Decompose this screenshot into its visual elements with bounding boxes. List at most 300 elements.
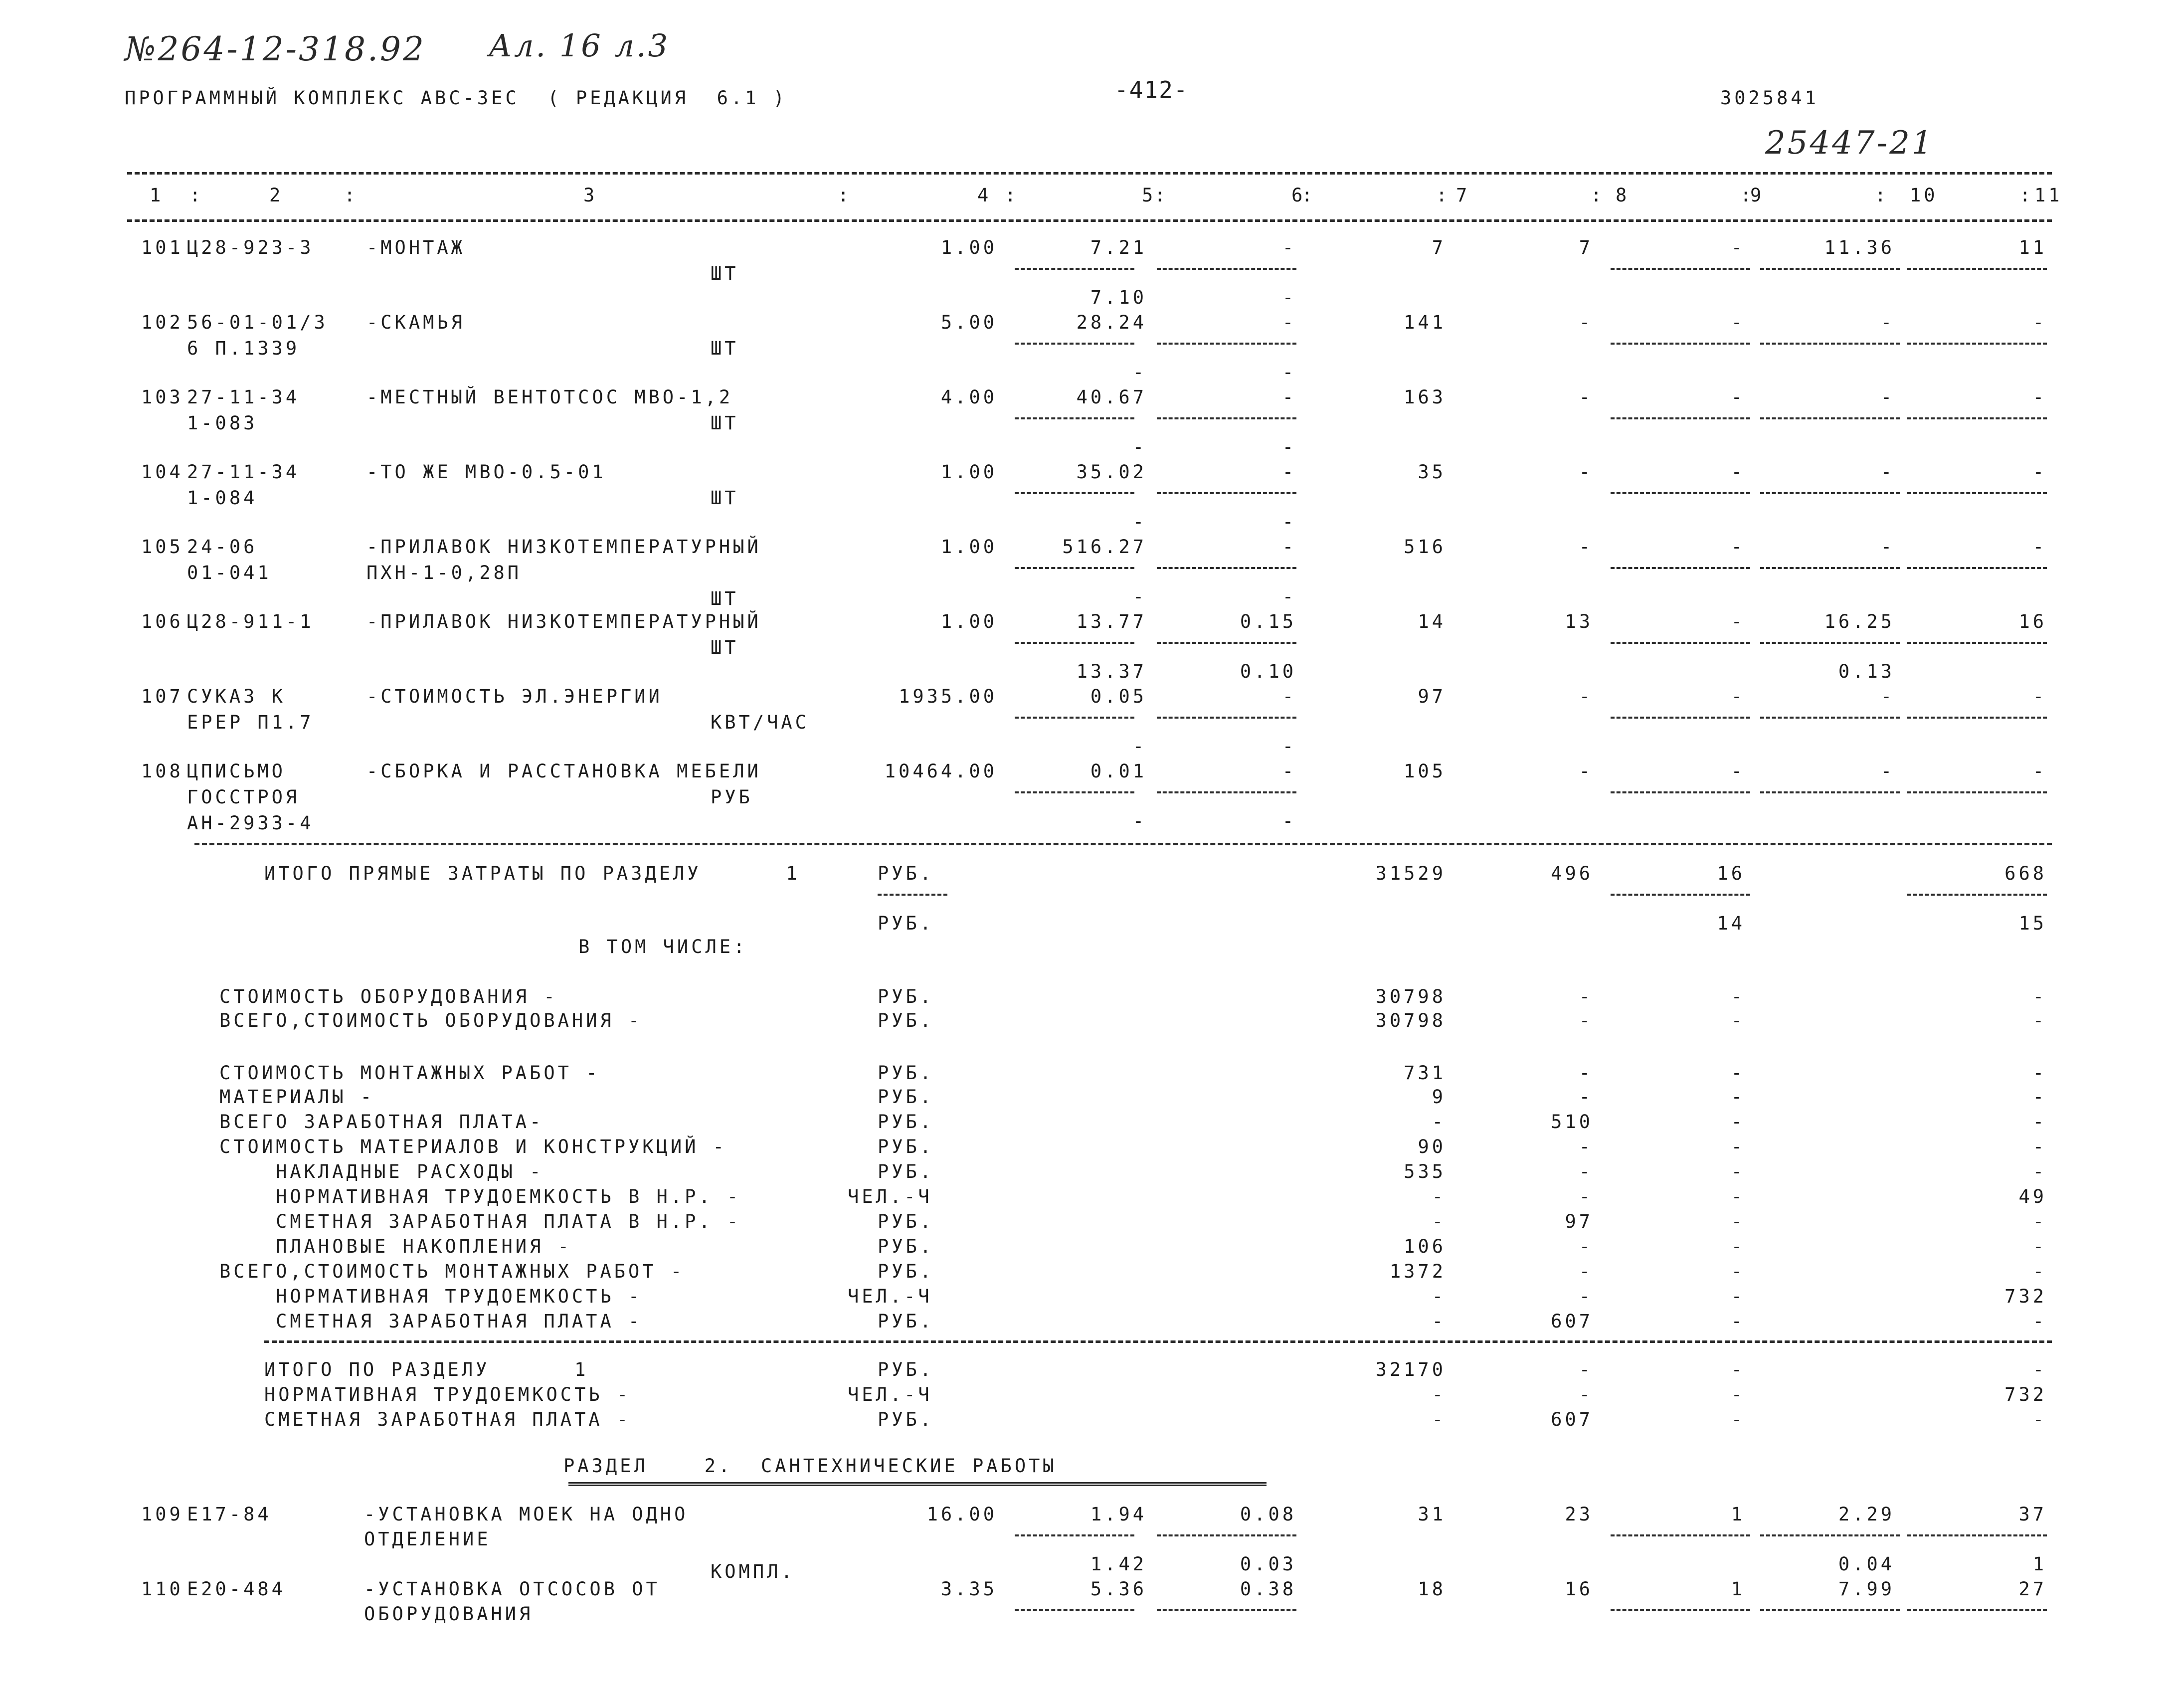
- col9-underline: [1611, 268, 1750, 270]
- row-col9: -: [1731, 461, 1745, 483]
- row-number: 109: [141, 1504, 183, 1525]
- breakdown-label: СТОИМОСТЬ МАТЕРИАЛОВ И КОНСТРУКЦИЙ -: [219, 1136, 727, 1157]
- row-name: -СБОРКА И РАССТАНОВКА МЕБЕЛИ: [366, 760, 761, 782]
- row-col9: -: [1731, 237, 1745, 258]
- row-col9: -: [1731, 611, 1745, 632]
- row-col10: -: [1880, 686, 1895, 707]
- row-col6: 0.15: [1240, 611, 1296, 632]
- breakdown-unit: ЧЕЛ.-Ч: [848, 1286, 932, 1307]
- row-col8: -: [1579, 461, 1593, 483]
- row-col9: -: [1731, 536, 1745, 558]
- breakdown-col8: -: [1579, 1236, 1593, 1257]
- row-code: 1-084: [187, 487, 258, 509]
- breakdown-unit: РУБ.: [878, 1010, 934, 1031]
- breakdown-col11: -: [2032, 1111, 2047, 1133]
- breakdown-label: СМЕТНАЯ ЗАРАБОТНАЯ ПЛАТА -: [219, 1311, 643, 1332]
- breakdown-label: СТОИМОСТЬ МОНТАЖНЫХ РАБОТ -: [219, 1062, 600, 1084]
- breakdown-label: ВСЕГО ЗАРАБОТНАЯ ПЛАТА-: [219, 1111, 544, 1133]
- col9-underline: [1611, 894, 1750, 896]
- column-number: 5: [1142, 185, 1156, 206]
- price-underline: [1015, 567, 1134, 569]
- row-unit: ШТ: [711, 338, 739, 359]
- section-divider: [264, 1340, 2052, 1343]
- row-price-second: -: [1132, 810, 1147, 832]
- row-name: -МЕСТНЫЙ ВЕНТОТСОС МВО-1,2: [366, 386, 733, 408]
- row-price-second: -: [1132, 511, 1147, 533]
- row-name: -УСТАНОВКА МОЕК НА ОДНО: [364, 1504, 689, 1525]
- row-quantity: 10464.00: [884, 760, 997, 782]
- breakdown-col9: -: [1731, 1161, 1745, 1182]
- col10-underline: [1760, 492, 1900, 494]
- col9-underline: [1611, 791, 1750, 793]
- row-name: ОТДЕЛЕНИЕ: [364, 1528, 491, 1550]
- breakdown-col9: -: [1731, 1136, 1745, 1157]
- row-quantity: 1.00: [940, 536, 997, 558]
- row-unit: ШТ: [711, 588, 739, 609]
- row-col9: 1: [1731, 1504, 1745, 1525]
- breakdown-col11: 49: [2018, 1186, 2047, 1207]
- section-total-col8: 607: [1551, 1409, 1593, 1430]
- row-unit-price: 5.36: [1090, 1578, 1147, 1600]
- total-direct-col9-second: 14: [1717, 913, 1745, 934]
- section-total-col9: -: [1731, 1384, 1745, 1405]
- row-code: ЕРЕР П1.7: [187, 712, 314, 733]
- breakdown-label: ВСЕГО,СТОИМОСТЬ ОБОРУДОВАНИЯ -: [219, 1010, 643, 1031]
- row-name: ОБОРУДОВАНИЯ: [364, 1603, 534, 1625]
- section-total-col7: -: [1432, 1409, 1446, 1430]
- column-number: 2: [269, 185, 284, 206]
- col11-underline: [1907, 343, 2047, 345]
- row-col7: 97: [1418, 686, 1446, 707]
- column-number: 11: [2034, 185, 2063, 206]
- row-col10-second: 0.13: [1838, 661, 1895, 682]
- row-col11: -: [2032, 686, 2047, 707]
- breakdown-col8: -: [1579, 1161, 1593, 1182]
- breakdown-col7: 30798: [1375, 1010, 1446, 1031]
- breakdown-unit: РУБ.: [878, 1136, 934, 1157]
- col11-underline: [1907, 642, 2047, 644]
- breakdown-col7: -: [1432, 1311, 1446, 1332]
- row-col11-second: 1: [2032, 1553, 2047, 1575]
- row-name: -ПРИЛАВОК НИЗКОТЕМПЕРАТУРНЫЙ: [366, 611, 761, 632]
- breakdown-col7: 731: [1404, 1062, 1446, 1084]
- row-col6: -: [1282, 386, 1296, 408]
- row-unit: КОМПЛ.: [711, 1561, 795, 1582]
- column-separator: :: [1875, 185, 1889, 206]
- row-col11: -: [2032, 386, 2047, 408]
- breakdown-col11: -: [2032, 1261, 2047, 1282]
- col9-underline: [1611, 1534, 1750, 1536]
- breakdown-col8: -: [1579, 1286, 1593, 1307]
- column-number: 10: [1910, 185, 1938, 206]
- col11-underline: [1907, 492, 2047, 494]
- breakdown-unit: РУБ.: [878, 1236, 934, 1257]
- column-number: 8: [1616, 185, 1630, 206]
- breakdown-unit: РУБ.: [878, 1161, 934, 1182]
- breakdown-col9: -: [1731, 1111, 1745, 1133]
- breakdown-col11: -: [2032, 1062, 2047, 1084]
- row-code: Е17-84: [187, 1504, 272, 1525]
- breakdown-col7: 30798: [1375, 986, 1446, 1007]
- col6-underline: [1157, 417, 1296, 419]
- breakdown-unit: РУБ.: [878, 1062, 934, 1084]
- col11-underline: [1907, 567, 2047, 569]
- column-number: 4: [977, 185, 992, 206]
- row-col11: 37: [2018, 1504, 2047, 1525]
- breakdown-unit: РУБ.: [878, 1311, 934, 1332]
- row-col6: 0.08: [1240, 1504, 1296, 1525]
- row-code: 27-11-34: [187, 386, 300, 408]
- row-name: -ПРИЛАВОК НИЗКОТЕМПЕРАТУРНЫЙ: [366, 536, 761, 558]
- section-total-unit: РУБ.: [878, 1359, 934, 1380]
- breakdown-col7: -: [1432, 1111, 1446, 1133]
- row-col11: -: [2032, 536, 2047, 558]
- column-separator: :: [1301, 185, 1316, 206]
- total-direct-unit: РУБ.: [878, 863, 934, 884]
- breakdown-col8: -: [1579, 1261, 1593, 1282]
- row-col7: 105: [1404, 760, 1446, 782]
- breakdown-col7: 535: [1404, 1161, 1446, 1182]
- section-total-col9: -: [1731, 1409, 1745, 1430]
- breakdown-label: НОРМАТИВНАЯ ТРУДОЕМКОСТЬ В Н.Р. -: [219, 1186, 741, 1207]
- row-number: 110: [141, 1578, 183, 1600]
- row-col6-second: -: [1282, 736, 1296, 757]
- row-quantity: 1.00: [940, 237, 997, 258]
- price-underline: [1015, 717, 1134, 719]
- breakdown-col8: 97: [1565, 1211, 1593, 1232]
- column-number: 3: [583, 185, 598, 206]
- row-col10: -: [1880, 760, 1895, 782]
- col10-underline: [1760, 791, 1900, 793]
- row-col6-second: -: [1282, 586, 1296, 607]
- row-col7: 35: [1418, 461, 1446, 483]
- breakdown-unit: РУБ.: [878, 1111, 934, 1133]
- handwritten-sum: 25447-21: [1765, 125, 1934, 162]
- column-separator: :: [838, 185, 852, 206]
- row-price-second: 1.42: [1090, 1553, 1147, 1575]
- row-col11: 27: [2018, 1578, 2047, 1600]
- row-col6-second: -: [1282, 436, 1296, 458]
- column-number: 7: [1456, 185, 1470, 206]
- row-col9: -: [1731, 386, 1745, 408]
- column-number: 1: [150, 185, 164, 206]
- col10-underline: [1760, 1609, 1900, 1611]
- row-col7: 7: [1432, 237, 1446, 258]
- row-number: 108: [141, 760, 183, 782]
- column-number: 9: [1750, 185, 1765, 206]
- col6-underline: [1157, 492, 1296, 494]
- breakdown-col11: -: [2032, 1136, 2047, 1157]
- row-price-second: -: [1132, 736, 1147, 757]
- row-code: ГОССТРОЯ: [187, 786, 300, 808]
- row-col6-second: 0.10: [1240, 661, 1296, 682]
- row-col10: 16.25: [1824, 611, 1895, 632]
- total-direct-col11: 668: [2004, 863, 2047, 884]
- col11-underline: [1907, 717, 2047, 719]
- row-code: СУКАЗ К: [187, 686, 286, 707]
- row-unit-price: 40.67: [1076, 386, 1147, 408]
- row-col8: 7: [1579, 237, 1593, 258]
- breakdown-col9: -: [1731, 1211, 1745, 1232]
- section-total-col11: -: [2032, 1359, 2047, 1380]
- col10-underline: [1760, 417, 1900, 419]
- breakdown-unit: РУБ.: [878, 1261, 934, 1282]
- document-code: 3025841: [1720, 87, 1819, 109]
- breakdown-col11: -: [2032, 1211, 2047, 1232]
- row-col6-second: -: [1282, 511, 1296, 533]
- col10-underline: [1760, 268, 1900, 270]
- breakdown-col9: -: [1731, 1286, 1745, 1307]
- col10-underline: [1760, 1534, 1900, 1536]
- row-col10: 11.36: [1824, 237, 1895, 258]
- breakdown-col8: -: [1579, 986, 1593, 1007]
- section-total-label: НОРМАТИВНАЯ ТРУДОЕМКОСТЬ -: [264, 1384, 631, 1405]
- breakdown-col7: -: [1432, 1186, 1446, 1207]
- col6-underline: [1157, 717, 1296, 719]
- section-total-label: СМЕТНАЯ ЗАРАБОТНАЯ ПЛАТА -: [264, 1409, 631, 1430]
- row-quantity: 1.00: [940, 461, 997, 483]
- row-unit: ШТ: [711, 412, 739, 434]
- row-col10: -: [1880, 536, 1895, 558]
- row-col6: -: [1282, 237, 1296, 258]
- row-unit-price: 28.24: [1076, 312, 1147, 333]
- col9-underline: [1611, 567, 1750, 569]
- col6-underline: [1157, 1609, 1296, 1611]
- price-underline: [1015, 1534, 1134, 1536]
- breakdown-col8: -: [1579, 1010, 1593, 1031]
- row-code: 6 П.1339: [187, 338, 300, 359]
- total-direct-label: ИТОГО ПРЯМЫЕ ЗАТРАТЫ ПО РАЗДЕЛУ 1: [264, 863, 800, 884]
- row-quantity: 3.35: [940, 1578, 997, 1600]
- breakdown-col9: -: [1731, 1261, 1745, 1282]
- column-separator: :: [1436, 185, 1451, 206]
- col9-underline: [1611, 343, 1750, 345]
- row-quantity: 16.00: [926, 1504, 997, 1525]
- col6-underline: [1157, 791, 1296, 793]
- col10-underline: [1760, 717, 1900, 719]
- price-underline: [1015, 642, 1134, 644]
- row-code: ЦПИСЬМО: [187, 760, 286, 782]
- col9-underline: [1611, 642, 1750, 644]
- row-col8: 16: [1565, 1578, 1593, 1600]
- row-col10: -: [1880, 461, 1895, 483]
- row-unit: РУБ: [711, 786, 753, 808]
- col10-underline: [1760, 642, 1900, 644]
- breakdown-col7: 9: [1432, 1086, 1446, 1108]
- col11-underline: [1907, 268, 2047, 270]
- breakdown-col11: -: [2032, 986, 2047, 1007]
- row-unit-price: 35.02: [1076, 461, 1147, 483]
- row-col9: 1: [1731, 1578, 1745, 1600]
- breakdown-col11: -: [2032, 1311, 2047, 1332]
- section-total-unit: ЧЕЛ.-Ч: [848, 1384, 932, 1405]
- col11-underline: [1907, 1534, 2047, 1536]
- row-col6-second: -: [1282, 362, 1296, 383]
- col11-underline: [1907, 417, 2047, 419]
- row-col10: 7.99: [1838, 1578, 1895, 1600]
- breakdown-unit: РУБ.: [878, 1211, 934, 1232]
- breakdown-col11: -: [2032, 1086, 2047, 1108]
- row-unit: ШТ: [711, 263, 739, 284]
- header-rule-bottom: [127, 219, 2052, 222]
- including-label: В ТОМ ЧИСЛЕ:: [578, 936, 748, 957]
- row-unit-price: 0.05: [1090, 686, 1147, 707]
- row-number: 102: [141, 312, 183, 333]
- row-col9: -: [1731, 760, 1745, 782]
- column-separator: :: [1154, 185, 1169, 206]
- breakdown-col7: -: [1432, 1211, 1446, 1232]
- row-number: 105: [141, 536, 183, 558]
- row-col8: -: [1579, 536, 1593, 558]
- row-unit-price: 7.21: [1090, 237, 1147, 258]
- row-unit-price: 516.27: [1062, 536, 1147, 558]
- price-underline: [1015, 417, 1134, 419]
- column-separator: :: [2019, 185, 2034, 206]
- price-underline: [1015, 791, 1134, 793]
- breakdown-col8: -: [1579, 1186, 1593, 1207]
- row-col7: 14: [1418, 611, 1446, 632]
- breakdown-col9: -: [1731, 1086, 1745, 1108]
- section-total-unit: РУБ.: [878, 1409, 934, 1430]
- col6-underline: [1157, 1534, 1296, 1536]
- col9-underline: [1611, 417, 1750, 419]
- breakdown-col7: 106: [1404, 1236, 1446, 1257]
- price-underline: [1015, 343, 1134, 345]
- row-quantity: 1935.00: [899, 686, 997, 707]
- row-unit: КВТ/ЧАС: [711, 712, 809, 733]
- column-number: 6: [1291, 185, 1306, 206]
- unit-underline: [878, 894, 947, 896]
- breakdown-col11: 732: [2004, 1286, 2047, 1307]
- row-quantity: 5.00: [940, 312, 997, 333]
- total-direct-col7: 31529: [1375, 863, 1446, 884]
- breakdown-col7: 90: [1418, 1136, 1446, 1157]
- total-direct-col9: 16: [1717, 863, 1745, 884]
- breakdown-col11: -: [2032, 1236, 2047, 1257]
- section-divider: [194, 843, 2052, 845]
- row-col6: -: [1282, 461, 1296, 483]
- breakdown-col8: 607: [1551, 1311, 1593, 1332]
- column-separator: :: [1591, 185, 1605, 206]
- row-name: -ТО ЖЕ МВО-0.5-01: [366, 461, 606, 483]
- section-total-label: ИТОГО ПО РАЗДЕЛУ 1: [264, 1359, 589, 1380]
- breakdown-col9: -: [1731, 986, 1745, 1007]
- breakdown-col8: 510: [1551, 1111, 1593, 1133]
- row-code: 27-11-34: [187, 461, 300, 483]
- row-number: 104: [141, 461, 183, 483]
- row-col7: 141: [1404, 312, 1446, 333]
- row-col10: -: [1880, 312, 1895, 333]
- col9-underline: [1611, 1609, 1750, 1611]
- row-col7: 163: [1404, 386, 1446, 408]
- row-number: 107: [141, 686, 183, 707]
- col6-underline: [1157, 642, 1296, 644]
- breakdown-col11: -: [2032, 1010, 2047, 1031]
- column-separator: :: [189, 185, 204, 206]
- row-code: Ц28-911-1: [187, 611, 314, 632]
- breakdown-label: МАТЕРИАЛЫ -: [219, 1086, 375, 1108]
- row-name: -СТОИМОСТЬ ЭЛ.ЭНЕРГИИ: [366, 686, 663, 707]
- row-col9: -: [1731, 686, 1745, 707]
- section-total-col8: -: [1579, 1384, 1593, 1405]
- row-unit-price: 13.77: [1076, 611, 1147, 632]
- row-unit-price: 1.94: [1090, 1504, 1147, 1525]
- total-direct-col11-second: 15: [2018, 913, 2047, 934]
- row-name: -УСТАНОВКА ОТСОСОВ ОТ: [364, 1578, 660, 1600]
- row-unit: ШТ: [711, 637, 739, 658]
- breakdown-unit: РУБ.: [878, 986, 934, 1007]
- row-code: 01-041: [187, 562, 272, 583]
- column-separator: :: [1005, 185, 1019, 206]
- row-code: 1-083: [187, 412, 258, 434]
- row-col6: -: [1282, 312, 1296, 333]
- row-col8: -: [1579, 686, 1593, 707]
- breakdown-col8: -: [1579, 1136, 1593, 1157]
- section-total-col7: -: [1432, 1384, 1446, 1405]
- column-separator: :: [344, 185, 359, 206]
- breakdown-label: ВСЕГО,СТОИМОСТЬ МОНТАЖНЫХ РАБОТ -: [219, 1261, 685, 1282]
- breakdown-col11: -: [2032, 1161, 2047, 1182]
- row-col8: -: [1579, 760, 1593, 782]
- row-number: 103: [141, 386, 183, 408]
- price-underline: [1015, 492, 1134, 494]
- breakdown-col8: -: [1579, 1062, 1593, 1084]
- breakdown-col9: -: [1731, 1311, 1745, 1332]
- row-col6: -: [1282, 536, 1296, 558]
- row-code: 24-06: [187, 536, 258, 558]
- col9-underline: [1611, 717, 1750, 719]
- col10-underline: [1760, 567, 1900, 569]
- row-col9: -: [1731, 312, 1745, 333]
- row-col6-second: 0.03: [1240, 1553, 1296, 1575]
- row-col10-second: 0.04: [1838, 1553, 1895, 1575]
- row-col11: -: [2032, 312, 2047, 333]
- row-quantity: 1.00: [940, 611, 997, 632]
- col6-underline: [1157, 567, 1296, 569]
- row-col6: 0.38: [1240, 1578, 1296, 1600]
- handwritten-doc-number: №264-12-318.92: [125, 30, 426, 68]
- section-total-col11: -: [2032, 1409, 2047, 1430]
- row-col7: 31: [1418, 1504, 1446, 1525]
- col11-underline: [1907, 791, 2047, 793]
- breakdown-col7: -: [1432, 1286, 1446, 1307]
- row-col8: -: [1579, 386, 1593, 408]
- row-col10: 2.29: [1838, 1504, 1895, 1525]
- row-price-second: -: [1132, 586, 1147, 607]
- breakdown-unit: ЧЕЛ.-Ч: [848, 1186, 932, 1207]
- row-col8: -: [1579, 312, 1593, 333]
- section-total-col7: 32170: [1375, 1359, 1446, 1380]
- row-quantity: 4.00: [940, 386, 997, 408]
- breakdown-col8: -: [1579, 1086, 1593, 1108]
- row-price-second: 7.10: [1090, 287, 1147, 308]
- header-rule-top: [127, 172, 2052, 175]
- section2-title-underline: [568, 1482, 1267, 1486]
- row-unit-price: 0.01: [1090, 760, 1147, 782]
- row-unit: ШТ: [711, 487, 739, 509]
- row-code: 56-01-01/3: [187, 312, 328, 333]
- row-code: Е20-484: [187, 1578, 286, 1600]
- breakdown-col7: 1372: [1389, 1261, 1446, 1282]
- row-col8: 13: [1565, 611, 1593, 632]
- col6-underline: [1157, 343, 1296, 345]
- breakdown-unit: РУБ.: [878, 1086, 934, 1108]
- handwritten-sheet-note: Ал. 16 л.3: [489, 27, 670, 64]
- row-col6-second: -: [1282, 810, 1296, 832]
- breakdown-label: НАКЛАДНЫЕ РАСХОДЫ -: [219, 1161, 544, 1182]
- col6-underline: [1157, 268, 1296, 270]
- section-total-col11: 732: [2004, 1384, 2047, 1405]
